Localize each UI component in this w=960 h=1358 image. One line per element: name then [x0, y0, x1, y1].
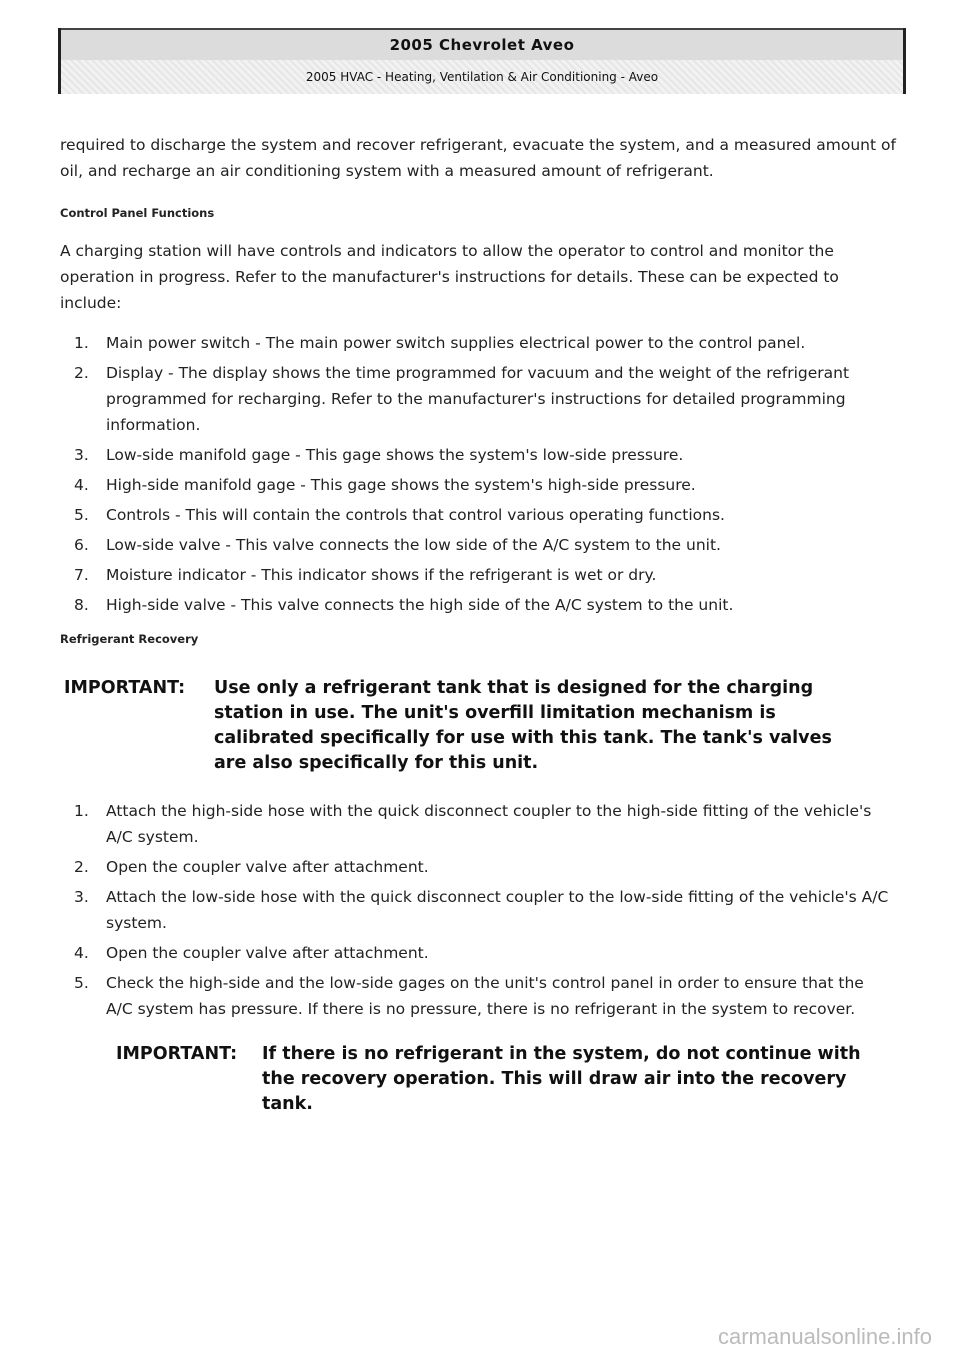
control-panel-paragraph: A charging station will have controls and indicators to allow the operator to control and monitor the operation in progress. Refer to the manufacturer's instructions for details. These can be expected to include: — [60, 242, 839, 312]
important-note — [64, 676, 884, 776]
header-title: 2005 Chevrolet Aveo — [61, 28, 903, 60]
list-item — [60, 970, 920, 1022]
document-body — [60, 132, 920, 1117]
list-item-number: 4. — [74, 476, 89, 494]
list-item — [60, 532, 920, 558]
list-item-text: Main power switch - The main power switch supplies electrical power to the control panel. — [106, 334, 806, 352]
list-item — [60, 940, 920, 966]
list-item — [60, 330, 920, 356]
important-text: If there is no refrigerant in the system, do not continue with the recovery operation. This will draw air into the recovery tank. — [262, 1044, 861, 1114]
header-subtitle: 2005 HVAC - Heating, Ventilation & Air Conditioning - Aveo — [61, 60, 903, 94]
list-item-number: 3. — [74, 446, 89, 464]
list-item-text: Moisture indicator - This indicator shows if the refrigerant is wet or dry. — [106, 566, 657, 584]
list-item-text: Check the high-side and the low-side gages on the unit's control panel in order to ensure that the A/C system has pressure. If there is no pressure, there is no refrigerant in the system to recover. — [106, 974, 864, 1018]
list-item-number: 3. — [74, 888, 89, 906]
list-item-number: 5. — [74, 974, 89, 992]
list-item-number: 5. — [74, 506, 89, 524]
list-item-text: High-side valve - This valve connects the high side of the A/C system to the unit. — [106, 596, 734, 614]
recovery-steps-list — [60, 798, 920, 1022]
list-item — [60, 442, 920, 468]
list-item — [60, 502, 920, 528]
list-item-text: Open the coupler valve after attachment. — [106, 858, 429, 876]
list-item-number: 2. — [74, 364, 89, 382]
list-item — [60, 798, 920, 850]
list-item-text: Low-side manifold gage - This gage shows the system's low-side pressure. — [106, 446, 684, 464]
list-item-text: High-side manifold gage - This gage shows the system's high-side pressure. — [106, 476, 696, 494]
list-item-text: Open the coupler valve after attachment. — [106, 944, 429, 962]
list-item — [60, 884, 920, 936]
list-item-text: Low-side valve - This valve connects the low side of the A/C system to the unit. — [106, 536, 721, 554]
list-item-number: 4. — [74, 944, 89, 962]
list-item-number: 8. — [74, 596, 89, 614]
important-label: IMPORTANT: — [64, 678, 186, 698]
list-item-number: 2. — [74, 858, 89, 876]
list-item-number: 6. — [74, 536, 89, 554]
list-item-text: Controls - This will contain the controls that control various operating functions. — [106, 506, 725, 524]
important-text: Use only a refrigerant tank that is designed for the charging station in use. The unit's overfill limitation mechanism is calibrated specifically for use with this tank. The tank's valves are also specifically for this unit. — [214, 678, 832, 773]
refrigerant-recovery-heading: Refrigerant Recovery — [60, 632, 199, 646]
list-item-number: 1. — [74, 802, 89, 820]
list-item — [60, 854, 920, 880]
list-item — [60, 360, 920, 438]
list-item-text: Display - The display shows the time programmed for vacuum and the weight of the refrigerant programmed for recharging. Refer to the manufacturer's instructions for detailed programming information. — [106, 364, 850, 434]
list-item-number: 7. — [74, 566, 89, 584]
list-item-text: Attach the low-side hose with the quick disconnect coupler to the low-side fitting of the vehicle's A/C system. — [106, 888, 889, 932]
list-item — [60, 472, 920, 498]
page-header — [58, 28, 906, 94]
list-item — [60, 592, 920, 618]
important-note — [116, 1042, 906, 1117]
intro-paragraph: required to discharge the system and recover refrigerant, evacuate the system, and a measured amount of oil, and recharge an air conditioning system with a measured amount of refrigerant. — [60, 136, 896, 180]
control-panel-list — [60, 330, 920, 618]
list-item — [60, 562, 920, 588]
important-label: IMPORTANT: — [116, 1044, 238, 1064]
list-item-text: Attach the high-side hose with the quick disconnect coupler to the high-side fitting of the vehicle's A/C system. — [106, 802, 872, 846]
list-item-number: 1. — [74, 334, 89, 352]
control-panel-heading: Control Panel Functions — [60, 206, 215, 220]
watermark: carmanualsonline.info — [717, 1324, 932, 1349]
